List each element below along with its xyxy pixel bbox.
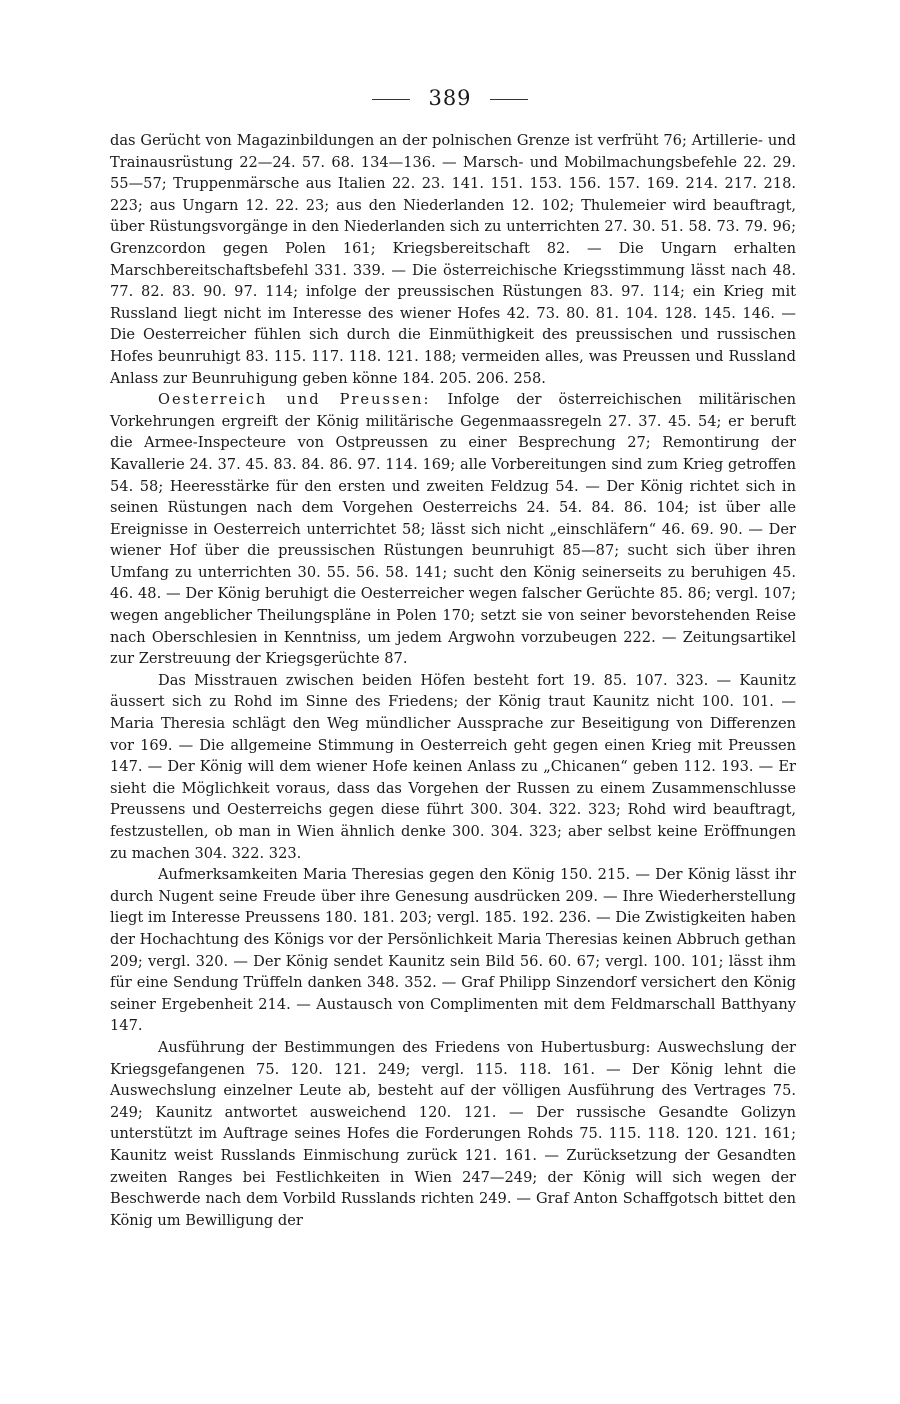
header-rule-left <box>372 99 410 100</box>
header-rule-right <box>490 99 528 100</box>
paragraph-text: das Gerücht von Magazinbildungen an der polnischen Grenze ist verfrüht 76; Artillerie- und Trainausrüstung 22—24. 57. 68. 134—136. — Marsch- und Mobilmachungsbefehle 22. 29. 55—57; Truppenmärsche aus Italien 22. 23. 141. 151. 153. 156. 157. 169. 214. 217. 218. 223; aus Ungarn 12. 22. 23; aus den Niederlanden 12. 102; Thulemeier wird beauftragt, über Rüstungsvorgänge in den Niederlanden sich zu unterrichten 27. 30. 51. 58. 73. 79. 96; Grenzcordon gegen Polen 161; Kriegsbereitschaft 82. — Die Ungarn erhalten Marschbereitschaftsbefehl 331. 339. — Die österreichische Kriegsstimmung lässt nach 48. 77. 82. 83. 90. 97. 114; infolge der preussischen Rüstungen 83. 97. 114; ein Krieg mit Russland liegt nicht im Interesse des wiener Hofes 42. 73. 80. 81. 104. 128. 145. 146. — Die Oesterreicher fühlen sich durch die Einmüthigkeit des preussischen und russischen Hofes beunruhigt 83. 115. 117. 118. 121. 188; vermeiden alles, was Preussen und Russland Anlass zur Beunruhigung geben könne 184. 205. 206. 258. <box>110 132 796 387</box>
paragraph <box>110 1037 796 1231</box>
page-number: 389 <box>428 86 472 110</box>
section-heading: Oesterreich und Preussen: <box>158 391 431 409</box>
paragraph <box>110 670 796 864</box>
paragraph <box>110 389 796 670</box>
paragraph <box>110 864 796 1037</box>
paragraph-text: Ausführung der Bestimmungen des Friedens von Hubertusburg: Auswechslung der Kriegsgefangenen 75. 120. 121. 249; vergl. 115. 118. 161. — Der König lehnt die Auswechslung einzelner Leute ab, besteht auf der völligen Ausführung des Vertrages 75. 249; Kaunitz antwortet ausweichend 120. 121. — Der russische Gesandte Golizyn unterstützt im Auftrage seines Hofes die Forderungen Rohds 75. 115. 118. 120. 121. 161; Kaunitz weist Russlands Einmischung zurück 121. 161. — Zurücksetzung der Gesandten zweiten Ranges bei Festlichkeiten in Wien 247—249; der König will sich wegen der Beschwerde nach dem Vorbild Russlands richten 249. — Graf Anton Schaffgotsch bittet den König um Bewilligung der <box>110 1038 796 1229</box>
paragraph-text: Infolge der österreichischen militärischen Vorkehrungen ergreift der König militärische Gegenmaassregeln 27. 37. 45. 54; er beruft die Armee-Inspecteure von Ostpreussen zu einer Besprechung 27; Remontirung der Kavallerie 24. 37. 45. 83. 84. 86. 97. 114. 169; alle Vorbereitungen sind zum Krieg getroffen 54. 58; Heeresstärke für den ersten und zweiten Feldzug 54. — Der König richtet sich in seinen Rüstungen nach dem Vorgehen Oesterreichs 24. 54. 84. 86. 104; ist über alle Ereignisse in Oesterreich unterrichtet 58; lässt sich nicht „einschläfern“ 46. 69. 90. — Der wiener Hof über die preussischen Rüstungen beunruhigt 85—87; sucht sich über ihren Umfang zu unterrichten 30. 55. 56. 58. 141; sucht den König seinerseits zu beruhigen 45. 46. 48. — Der König beruhigt die Oesterreicher wegen falscher Gerüchte 85. 86; vergl. 107; wegen angeblicher Theilungspläne in Polen 170; setzt sie von seiner bevorstehenden Reise nach Oberschlesien in Kenntniss, um jedem Argwohn vorzubeugen 222. — Zeitungsartikel zur Zerstreuung der Kriegsgerüchte 87. <box>110 391 797 668</box>
paragraph <box>110 130 796 389</box>
paragraph-text: Das Misstrauen zwischen beiden Höfen besteht fort 19. 85. 107. 323. — Kaunitz äussert sich zu Rohd im Sinne des Friedens; der König traut Kaunitz nicht 100. 101. — Maria Theresia schlägt den Weg mündlicher Aussprache zur Beseitigung von Differenzen vor 169. — Die allgemeine Stimmung in Oesterreich geht gegen einen Krieg mit Preussen 147. — Der König will dem wiener Hofe keinen Anlass zu „Chicanen“ geben 112. 193. — Er sieht die Möglichkeit voraus, dass das Vorgehen der Russen zu einem Zusammenschlusse Preussens und Oesterreichs gegen diese führt 300. 304. 322. 323; Rohd wird beauftragt, festzustellen, ob man in Wien ähnlich denke 300. 304. 323; aber selbst keine Eröffnungen zu machen 304. 322. 323. <box>110 671 796 862</box>
paragraph-text: Aufmerksamkeiten Maria Theresias gegen den König 150. 215. — Der König lässt ihr durch Nugent seine Freude über ihre Genesung ausdrücken 209. — Ihre Wiederherstellung liegt im Interesse Preussens 180. 181. 203; vergl. 185. 192. 236. — Die Zwistigkeiten haben der Hochachtung des Königs vor der Persönlichkeit Maria Theresias keinen Abbruch gethan 209; vergl. 320. — Der König sendet Kaunitz sein Bild 56. 60. 67; vergl. 100. 101; lässt ihm für eine Sendung Trüffeln danken 348. 352. — Graf Philipp Sinzendorf versichert den König seiner Ergebenheit 214. — Austausch von Complimenten mit dem Feldmarschall Batthyany 147. <box>110 866 796 1035</box>
page-header <box>0 86 900 110</box>
body-text <box>110 130 796 1231</box>
